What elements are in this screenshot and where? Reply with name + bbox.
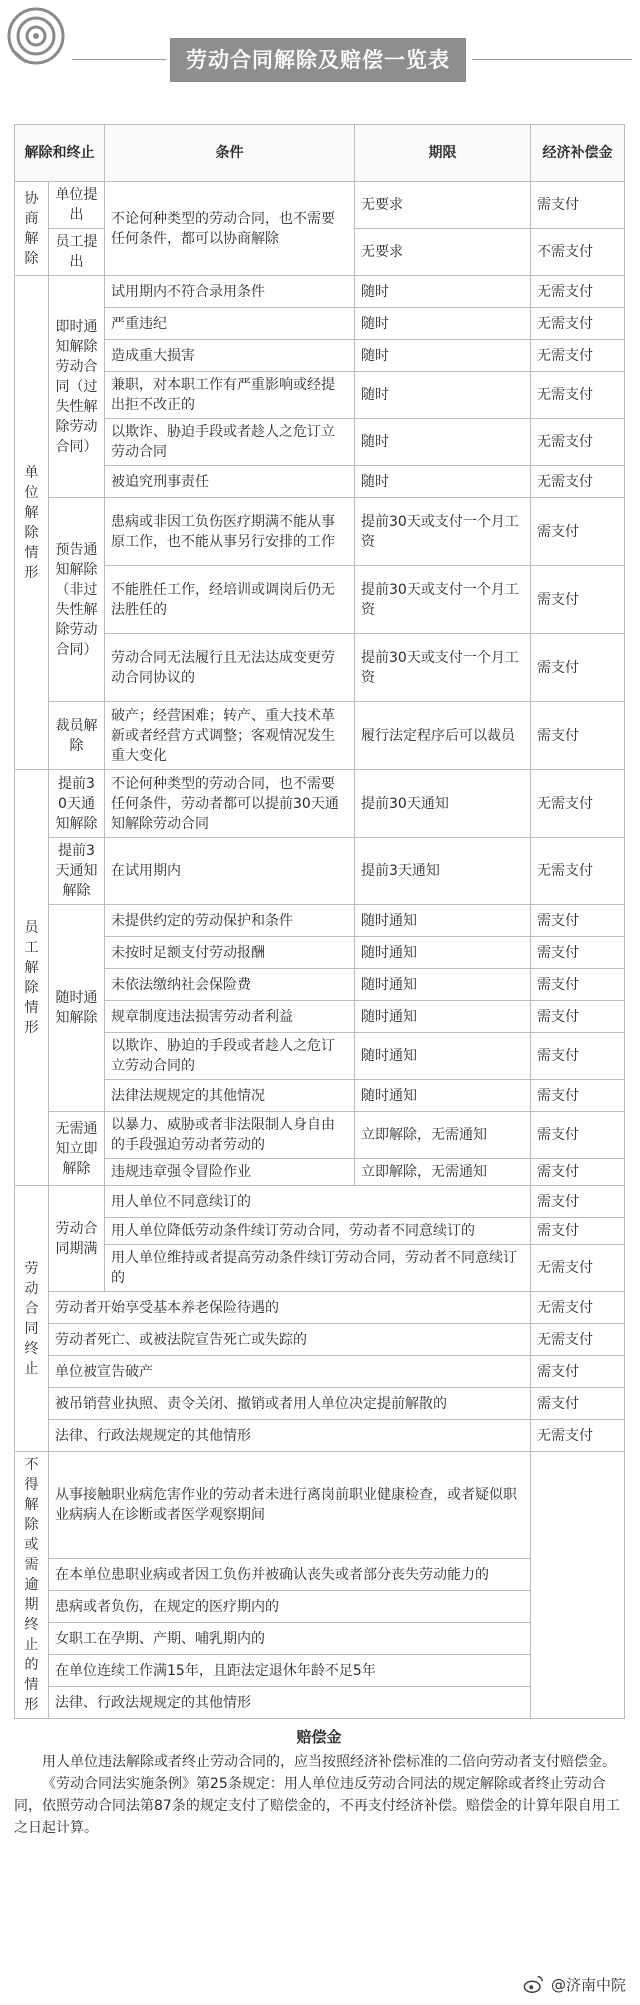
condition-cell: 患病或者负伤，在规定的医疗期内的 xyxy=(49,1591,531,1623)
compensation-cell: 需支付 xyxy=(531,937,625,969)
table-row xyxy=(15,498,625,566)
table-row xyxy=(15,182,625,229)
condition-cell: 劳动者开始享受基本养老保险待遇的 xyxy=(49,1292,531,1324)
table-row xyxy=(15,634,625,702)
condition-cell: 严重违纪 xyxy=(105,308,355,340)
table-row xyxy=(15,1218,625,1245)
compensation-cell: 需支付 xyxy=(531,1159,625,1186)
compensation-cell: 需支付 xyxy=(531,1218,625,1245)
compensation-cell: 需支付 xyxy=(531,969,625,1001)
compensation-cell: 需支付 xyxy=(531,634,625,702)
condition-cell: 违规违章强令冒险作业 xyxy=(105,1159,355,1186)
term-cell: 无要求 xyxy=(355,182,531,229)
compensation-cell: 需支付 xyxy=(531,1080,625,1112)
table-row xyxy=(15,466,625,498)
compensation-cell: 需支付 xyxy=(531,498,625,566)
term-cell: 随时 xyxy=(355,276,531,308)
condition-cell: 不论何种类型的劳动合同，也不需要任何条件，都可以协商解除 xyxy=(105,182,355,276)
compensation-cell: 无需支付 xyxy=(531,466,625,498)
condition-cell: 造成重大损害 xyxy=(105,340,355,372)
table-row xyxy=(15,1324,625,1356)
condition-cell: 不能胜任工作，经培训或调岗后仍无法胜任的 xyxy=(105,566,355,634)
category-cell: 单位解除情形 xyxy=(15,276,49,770)
subcategory-cell: 员工提出 xyxy=(49,229,105,276)
term-cell: 随时 xyxy=(355,308,531,340)
watermark xyxy=(523,1973,626,1995)
condition-cell: 在单位连续工作满15年，且距法定退休年龄不足5年 xyxy=(49,1655,531,1687)
table-row xyxy=(15,1245,625,1292)
compensation-cell: 无需支付 xyxy=(531,419,625,466)
compensation-cell: 需支付 xyxy=(531,566,625,634)
condition-cell: 法律、行政法规规定的其他情形 xyxy=(49,1687,531,1719)
condition-cell: 以欺诈、胁迫手段或者趁人之危订立劳动合同 xyxy=(105,419,355,466)
table-row xyxy=(15,308,625,340)
condition-cell: 女职工在孕期、产期、哺乳期内的 xyxy=(49,1623,531,1655)
term-cell: 随时 xyxy=(355,340,531,372)
compensation-cell: 需支付 xyxy=(531,1112,625,1159)
term-cell: 履行法定程序后可以裁员 xyxy=(355,702,531,770)
subcategory-cell: 单位提出 xyxy=(49,182,105,229)
table-row xyxy=(15,937,625,969)
header-compensation: 经济补偿金 xyxy=(531,125,625,182)
condition-cell: 用人单位维持或者提高劳动条件续订劳动合同，劳动者不同意续订的 xyxy=(105,1245,531,1292)
compensation-cell: 需支付 xyxy=(531,905,625,937)
compensation-cell: 需支付 xyxy=(531,1001,625,1033)
compensation-cell: 无需支付 xyxy=(531,770,625,838)
logo-circles-icon xyxy=(6,6,66,66)
subcategory-cell: 裁员解除 xyxy=(49,702,105,770)
compensation-cell-empty xyxy=(531,1452,625,1719)
term-cell: 提前3天通知 xyxy=(355,838,531,905)
term-cell: 无要求 xyxy=(355,229,531,276)
condition-cell: 从事接触职业病危害作业的劳动者未进行离岗前职业健康检查，或者疑似职业病病人在诊断或者医学观察期间 xyxy=(49,1452,531,1559)
condition-cell: 未提供约定的劳动保护和条件 xyxy=(105,905,355,937)
compensation-section xyxy=(14,1725,624,1839)
condition-cell: 未依法缴纳社会保险费 xyxy=(105,969,355,1001)
table-row xyxy=(15,905,625,937)
table-row xyxy=(15,702,625,770)
compensation-cell: 无需支付 xyxy=(531,1292,625,1324)
header-termination: 解除和终止 xyxy=(15,125,105,182)
header xyxy=(0,0,640,118)
page-title: 劳动合同解除及赔偿一览表 xyxy=(170,38,466,82)
table-row xyxy=(15,1001,625,1033)
condition-cell: 以欺诈、胁迫的手段或者趁人之危订立劳动合同的 xyxy=(105,1033,355,1080)
termination-table xyxy=(14,124,625,1719)
compensation-cell: 需支付 xyxy=(531,1186,625,1218)
subcategory-cell: 无需通知立即解除 xyxy=(49,1112,105,1186)
compensation-cell: 无需支付 xyxy=(531,1420,625,1452)
term-cell: 随时通知 xyxy=(355,1033,531,1080)
term-cell: 随时 xyxy=(355,466,531,498)
weibo-icon xyxy=(523,1973,545,1995)
subcategory-cell: 劳动合同期满 xyxy=(49,1186,105,1292)
subcategory-cell: 提前30天通知解除 xyxy=(49,770,105,838)
term-cell: 随时通知 xyxy=(355,1001,531,1033)
condition-cell: 被追究刑事责任 xyxy=(105,466,355,498)
table-row xyxy=(15,566,625,634)
condition-cell: 兼职，对本职工作有严重影响或经提出拒不改正的 xyxy=(105,372,355,419)
table-row xyxy=(15,419,625,466)
condition-cell: 规章制度违法损害劳动者利益 xyxy=(105,1001,355,1033)
compensation-cell: 无需支付 xyxy=(531,838,625,905)
condition-cell: 未按时足额支付劳动报酬 xyxy=(105,937,355,969)
table-row xyxy=(15,276,625,308)
condition-cell: 劳动合同无法履行且无法达成变更劳动合同协议的 xyxy=(105,634,355,702)
compensation-cell: 无需支付 xyxy=(531,1324,625,1356)
compensation-cell: 需支付 xyxy=(531,1033,625,1080)
table-row xyxy=(15,1388,625,1420)
watermark-text: @济南中院 xyxy=(550,1975,626,1994)
table-row xyxy=(15,1186,625,1218)
term-cell: 提前30天通知 xyxy=(355,770,531,838)
condition-cell: 单位被宣告破产 xyxy=(49,1356,531,1388)
compensation-cell: 需支付 xyxy=(531,1356,625,1388)
table-header-row xyxy=(15,125,625,182)
compensation-title: 赔偿金 xyxy=(296,1728,342,1746)
compensation-paragraph: 《劳动合同法实施条例》第25条规定：用人单位违反劳动合同法的规定解除或者终止劳动合同，依照劳动合同法第87条的规定支付了赔偿金的，不再支付经济补偿。赔偿金的计算年限自用工之日起计算。 xyxy=(14,1776,620,1836)
term-cell: 随时通知 xyxy=(355,1080,531,1112)
term-cell: 提前30天或支付一个月工资 xyxy=(355,566,531,634)
condition-cell: 在试用期内 xyxy=(105,838,355,905)
table-row xyxy=(15,969,625,1001)
compensation-paragraph: 用人单位违法解除或者终止劳动合同的，应当按照经济补偿标准的二倍向劳动者支付赔偿金。 xyxy=(42,1754,616,1770)
category-cell: 员工解除情形 xyxy=(15,770,49,1186)
table-row xyxy=(15,372,625,419)
subcategory-cell: 即时通知解除劳动合同（过失性解除劳动合同） xyxy=(49,276,105,498)
table-row xyxy=(15,340,625,372)
term-cell: 随时通知 xyxy=(355,937,531,969)
compensation-cell: 需支付 xyxy=(531,182,625,229)
term-cell: 提前30天或支付一个月工资 xyxy=(355,498,531,566)
compensation-cell: 无需支付 xyxy=(531,1245,625,1292)
table-row xyxy=(15,1080,625,1112)
table-row xyxy=(15,1292,625,1324)
subcategory-cell: 提前3天通知解除 xyxy=(49,838,105,905)
term-cell: 提前30天或支付一个月工资 xyxy=(355,634,531,702)
title-divider-left xyxy=(72,59,166,60)
condition-cell: 用人单位不同意续订的 xyxy=(105,1186,531,1218)
condition-cell: 以暴力、威胁或者非法限制人身自由的手段强迫劳动者劳动的 xyxy=(105,1112,355,1159)
term-cell: 随时 xyxy=(355,419,531,466)
title-divider-right xyxy=(472,59,632,60)
term-cell: 随时 xyxy=(355,372,531,419)
condition-cell: 患病或非因工负伤医疗期满不能从事原工作，也不能从事另行安排的工作 xyxy=(105,498,355,566)
table-row xyxy=(15,770,625,838)
subcategory-cell: 预告通知解除（非过失性解除劳动合同） xyxy=(49,498,105,702)
compensation-cell: 无需支付 xyxy=(531,276,625,308)
compensation-cell: 无需支付 xyxy=(531,340,625,372)
table-row xyxy=(15,838,625,905)
condition-cell: 试用期内不符合录用条件 xyxy=(105,276,355,308)
category-cell: 协商解除 xyxy=(15,182,49,276)
subcategory-cell: 随时通知解除 xyxy=(49,905,105,1112)
compensation-cell: 需支付 xyxy=(531,702,625,770)
table-row xyxy=(15,1112,625,1159)
condition-cell: 法律、行政法规规定的其他情形 xyxy=(49,1420,531,1452)
condition-cell: 破产；经营困难；转产、重大技术革新或者经营方式调整；客观情况发生重大变化 xyxy=(105,702,355,770)
table-row xyxy=(15,1159,625,1186)
header-condition: 条件 xyxy=(105,125,355,182)
term-cell: 立即解除，无需通知 xyxy=(355,1112,531,1159)
condition-cell: 用人单位降低劳动条件续订劳动合同，劳动者不同意续订的 xyxy=(105,1218,531,1245)
header-term: 期限 xyxy=(355,125,531,182)
compensation-cell: 不需支付 xyxy=(531,229,625,276)
term-cell: 随时通知 xyxy=(355,969,531,1001)
category-cell: 不得解除或需逾期终止的情形 xyxy=(15,1452,49,1719)
condition-cell: 在本单位患职业病或者因工负伤并被确认丧失或者部分丧失劳动能力的 xyxy=(49,1559,531,1591)
table-row xyxy=(15,1356,625,1388)
condition-cell: 不论何种类型的劳动合同，也不需要任何条件，劳动者都可以提前30天通知解除劳动合同 xyxy=(105,770,355,838)
table-row xyxy=(15,1033,625,1080)
compensation-cell: 无需支付 xyxy=(531,308,625,340)
category-cell: 劳动合同终止 xyxy=(15,1186,49,1452)
term-cell: 随时通知 xyxy=(355,905,531,937)
table-row xyxy=(15,1452,625,1559)
term-cell: 立即解除，无需通知 xyxy=(355,1159,531,1186)
compensation-cell: 需支付 xyxy=(531,1388,625,1420)
condition-cell: 法律法规规定的其他情况 xyxy=(105,1080,355,1112)
table-row xyxy=(15,1420,625,1452)
compensation-cell: 无需支付 xyxy=(531,372,625,419)
condition-cell: 被吊销营业执照、责令关闭、撤销或者用人单位决定提前解散的 xyxy=(49,1388,531,1420)
condition-cell: 劳动者死亡、或被法院宣告死亡或失踪的 xyxy=(49,1324,531,1356)
